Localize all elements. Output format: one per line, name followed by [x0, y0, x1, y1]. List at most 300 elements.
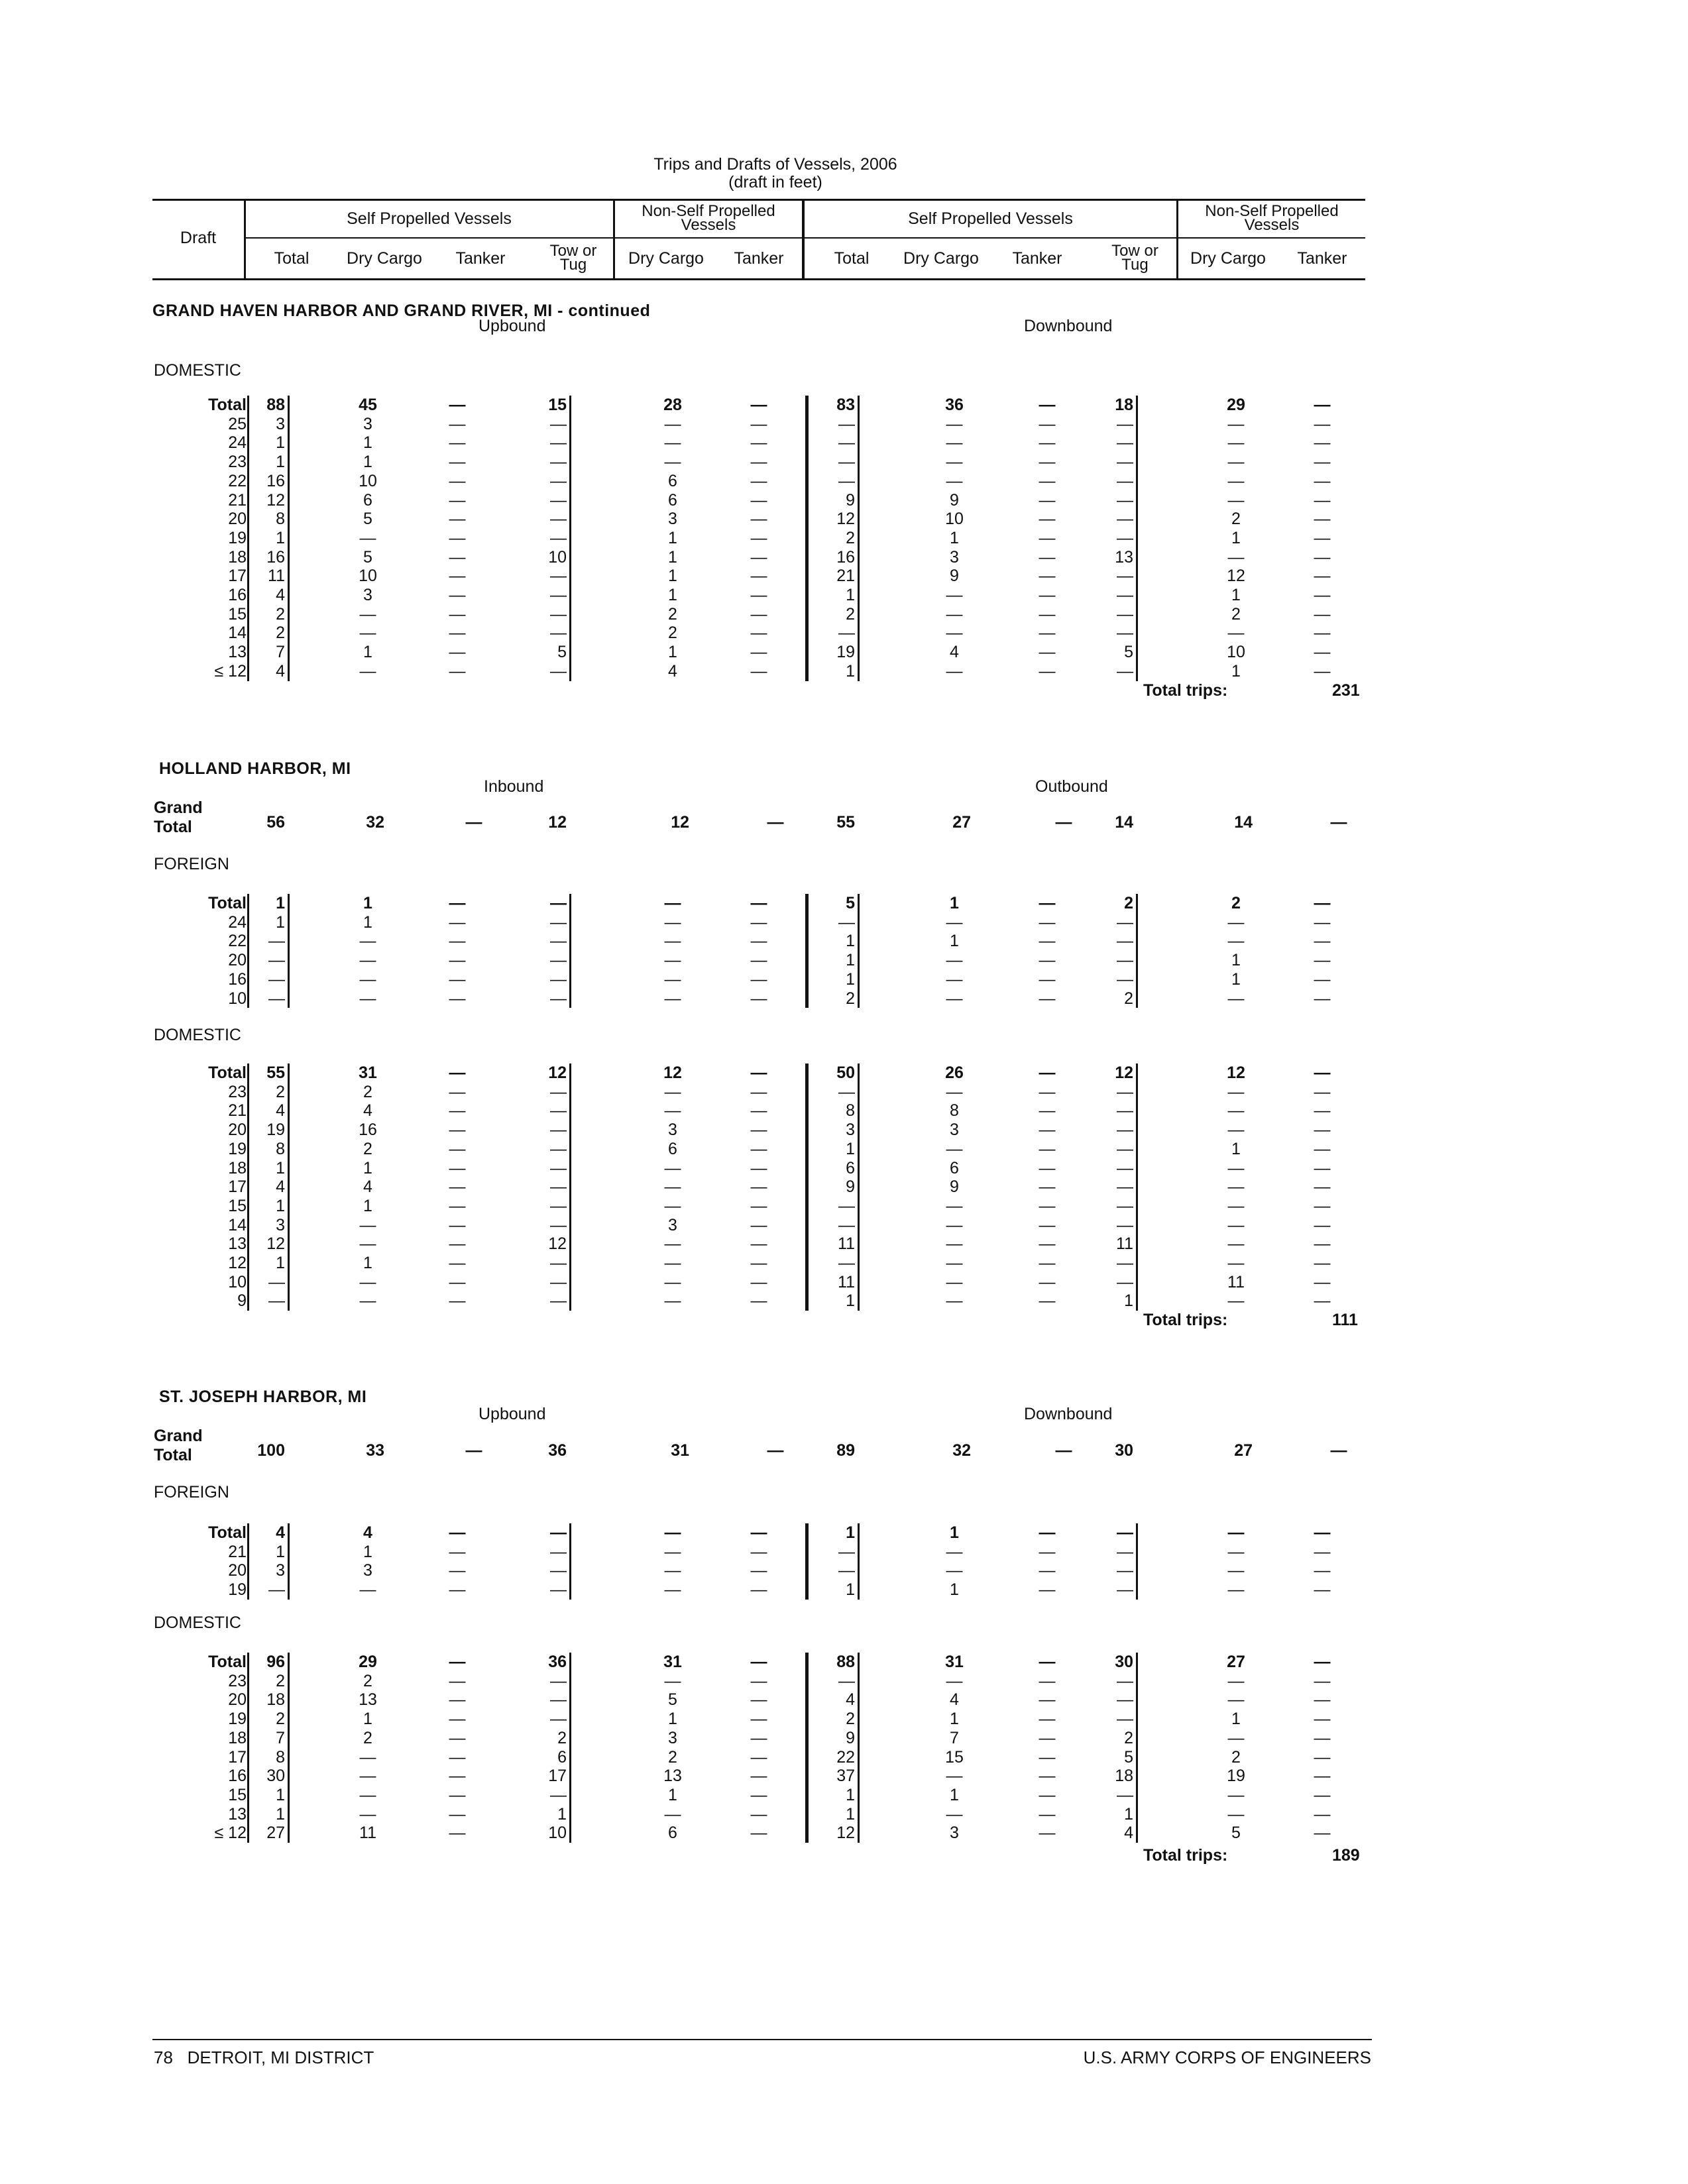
table-cell: 1 [846, 1291, 855, 1311]
table-cell: — [1039, 1824, 1056, 1843]
column-rule [569, 1653, 571, 1843]
table-cell: 1 [363, 1542, 372, 1561]
draft-label: 13 [228, 1804, 247, 1824]
table-cell: — [1117, 661, 1133, 681]
table-cell: 11 [268, 567, 285, 586]
grand-total-value: — [767, 1441, 784, 1460]
table-cell: — [449, 1710, 466, 1729]
grand-total-value: — [1055, 813, 1072, 832]
table-cell: — [449, 1671, 466, 1690]
table-cell: — [664, 414, 681, 433]
table-cell: 16 [836, 547, 855, 567]
table-cell: — [1227, 1580, 1245, 1600]
table-cell: — [1039, 1767, 1056, 1786]
table-cell: — [1314, 547, 1331, 567]
table-cell: — [1117, 1177, 1133, 1197]
table-cell: — [1227, 1234, 1245, 1254]
table-cell: — [1314, 643, 1331, 662]
table-cell: — [750, 1196, 767, 1215]
table-cell: — [946, 1196, 963, 1215]
draft-label: 9 [237, 1291, 247, 1311]
table-cell: 11 [838, 1234, 855, 1254]
table-cell: — [946, 1767, 963, 1786]
table-cell: 8 [846, 1101, 855, 1120]
direction-label-right: Downbound [1024, 317, 1113, 335]
table-cell: 13 [359, 1690, 377, 1710]
table-cell: — [1039, 1120, 1056, 1140]
footer-rule [152, 2039, 1372, 2040]
table-cell: 1 [276, 433, 285, 453]
table-cell: 4 [668, 661, 677, 681]
table-cell: — [750, 1785, 767, 1804]
table-cell: — [449, 471, 466, 490]
table-cell: — [1117, 1272, 1133, 1291]
draft-label: 13 [228, 1234, 247, 1254]
table-cell: 1 [668, 1785, 677, 1804]
table-cell: — [750, 1272, 767, 1291]
table-cell: — [1227, 1690, 1245, 1710]
table-cell: 12 [548, 1064, 567, 1082]
direction-label-left: Inbound [484, 777, 544, 796]
table-cell: — [664, 1523, 681, 1542]
total-trips-label: Total trips: [1143, 1846, 1228, 1865]
table-cell: 1 [1231, 661, 1241, 681]
table-cell: — [449, 1177, 466, 1197]
draft-label: 15 [228, 1196, 247, 1215]
table-cell: — [1314, 1234, 1331, 1254]
table-cell: — [449, 989, 466, 1008]
group-label: DOMESTIC [154, 1026, 241, 1044]
table-cell: 12 [836, 1824, 855, 1843]
table-cell: — [1039, 528, 1056, 547]
table-cell: — [1039, 1291, 1056, 1311]
table-cell: 2 [668, 604, 677, 624]
draft-label: 19 [228, 1710, 247, 1729]
draft-label: 19 [228, 1580, 247, 1600]
table-cell: 8 [276, 510, 285, 529]
table-cell: — [750, 1523, 767, 1542]
header-top-rule [152, 199, 1365, 201]
table-cell: 19 [1227, 1767, 1245, 1786]
table-cell: 1 [846, 969, 855, 989]
table-cell: 96 [266, 1653, 285, 1671]
table-cell: — [359, 1804, 376, 1824]
table-cell: 2 [1124, 894, 1133, 912]
table-cell: 1 [846, 661, 855, 681]
draft-label: Total [208, 1064, 247, 1082]
table-cell: — [750, 951, 767, 970]
table-cell: — [664, 1177, 681, 1197]
draft-label: 23 [228, 453, 247, 472]
draft-label: 17 [228, 1747, 247, 1767]
draft-label: 20 [228, 1561, 247, 1580]
draft-label: 17 [228, 567, 247, 586]
table-cell: — [750, 1177, 767, 1197]
table-cell: — [359, 1580, 376, 1600]
table-cell: 17 [548, 1767, 567, 1786]
table-cell: — [664, 951, 681, 970]
table-cell: — [750, 1804, 767, 1824]
table-cell: 13 [1115, 547, 1133, 567]
header-self-propelled-left: Self Propelled Vessels [347, 209, 512, 228]
table-cell: — [750, 433, 767, 453]
table-cell: — [1314, 414, 1331, 433]
table-cell: — [1039, 624, 1056, 643]
table-cell: 9 [950, 1177, 959, 1197]
table-cell: — [750, 1234, 767, 1254]
table-cell: 1 [950, 1580, 959, 1600]
draft-label: Total [208, 396, 247, 414]
header-tow-or-tug: Tow or Tug [1111, 242, 1158, 274]
column-rule [858, 1064, 860, 1311]
column-rule [1136, 396, 1138, 681]
table-cell: — [838, 912, 855, 932]
table-cell: 1 [846, 951, 855, 970]
table-cell: 7 [276, 643, 285, 662]
table-cell: 8 [276, 1747, 285, 1767]
table-cell: 2 [1124, 1728, 1133, 1747]
column-rule [1136, 1653, 1138, 1843]
table-cell: 1 [1124, 1291, 1133, 1311]
table-cell: — [1117, 604, 1133, 624]
table-cell: — [268, 1272, 285, 1291]
table-cell: — [1039, 1139, 1056, 1158]
table-cell: — [1314, 1785, 1331, 1804]
table-cell: 7 [276, 1728, 285, 1747]
header-total: Total [834, 249, 870, 268]
grand-total-value: 56 [266, 813, 285, 832]
table-cell: — [1227, 490, 1245, 510]
table-cell: — [1039, 510, 1056, 529]
table-cell: — [1314, 1254, 1331, 1272]
table-cell: — [1227, 1671, 1245, 1690]
table-cell: 1 [668, 1710, 677, 1729]
table-cell: — [1314, 1653, 1331, 1671]
draft-label: 20 [228, 510, 247, 529]
column-rule [288, 396, 290, 681]
column-rule [569, 1523, 571, 1600]
table-cell: — [1314, 624, 1331, 643]
table-cell: — [946, 661, 963, 681]
table-cell: — [550, 490, 567, 510]
table-cell: — [1117, 1101, 1133, 1120]
table-cell: 4 [363, 1523, 372, 1542]
table-cell: 1 [276, 1254, 285, 1272]
table-cell: 3 [950, 1120, 959, 1140]
table-cell: — [946, 414, 963, 433]
grand-total-value: 32 [366, 813, 384, 832]
table-cell: — [664, 912, 681, 932]
header-dry-cargo: Dry Cargo [1190, 249, 1266, 268]
table-cell: — [1314, 1824, 1331, 1843]
table-cell: — [449, 643, 466, 662]
table-cell: — [1227, 912, 1245, 932]
table-cell: 5 [363, 510, 372, 529]
table-cell: — [449, 547, 466, 567]
table-cell: — [1227, 1196, 1245, 1215]
table-cell: — [550, 1215, 567, 1234]
section-title: HOLLAND HARBOR, MI [159, 759, 351, 778]
table-cell: 3 [668, 1728, 677, 1747]
table-cell: 2 [1231, 510, 1241, 529]
table-cell: — [1314, 1120, 1331, 1140]
column-rule [288, 1653, 290, 1843]
table-cell: 1 [363, 1710, 372, 1729]
table-cell: — [550, 1542, 567, 1561]
table-cell: — [1117, 1120, 1133, 1140]
table-cell: 83 [836, 396, 855, 414]
grand-total-value: — [1330, 1441, 1347, 1460]
table-cell: — [1314, 490, 1331, 510]
table-cell: — [1039, 1064, 1056, 1082]
table-cell: — [1227, 1291, 1245, 1311]
table-cell: — [550, 453, 567, 472]
table-cell: 6 [668, 1824, 677, 1843]
table-cell: 15 [945, 1747, 964, 1767]
table-cell: — [1314, 1064, 1331, 1082]
table-cell: — [1039, 471, 1056, 490]
table-cell: 4 [363, 1177, 372, 1197]
draft-label: 14 [228, 624, 247, 643]
draft-label: 23 [228, 1671, 247, 1690]
table-cell: 26 [945, 1064, 964, 1082]
table-cell: — [550, 1158, 567, 1177]
table-cell: — [550, 433, 567, 453]
table-cell: — [1227, 471, 1245, 490]
draft-label: 25 [228, 414, 247, 433]
table-cell: 6 [557, 1747, 567, 1767]
table-cell: — [449, 1196, 466, 1215]
table-cell: 10 [945, 510, 964, 529]
table-cell: — [449, 586, 466, 604]
table-cell: 2 [668, 624, 677, 643]
table-cell: — [359, 661, 376, 681]
table-cell: — [750, 414, 767, 433]
grand-total-value: 32 [952, 1441, 971, 1460]
draft-label: 20 [228, 951, 247, 970]
table-cell: 12 [663, 1064, 682, 1082]
table-cell: — [550, 989, 567, 1008]
table-cell: — [1039, 1196, 1056, 1215]
table-cell: — [664, 1196, 681, 1215]
table-cell: 2 [276, 1082, 285, 1101]
table-cell: — [1117, 932, 1133, 951]
table-cell: 1 [668, 643, 677, 662]
table-cell: — [1039, 969, 1056, 989]
table-cell: — [1039, 1690, 1056, 1710]
table-cell: — [1117, 1139, 1133, 1158]
table-cell: 1 [950, 1710, 959, 1729]
table-cell: 11 [838, 1272, 855, 1291]
table-cell: — [1314, 1542, 1331, 1561]
table-cell: 7 [950, 1728, 959, 1747]
table-cell: — [946, 586, 963, 604]
table-cell: 12 [266, 490, 285, 510]
table-cell: — [750, 453, 767, 472]
table-cell: — [1314, 1804, 1331, 1824]
table-cell: — [664, 1542, 681, 1561]
table-cell: — [838, 1215, 855, 1234]
table-cell: — [1039, 1561, 1056, 1580]
table-cell: 16 [266, 547, 285, 567]
table-cell: — [550, 586, 567, 604]
draft-label: Total [208, 1653, 247, 1671]
table-cell: — [750, 1101, 767, 1120]
table-cell: 2 [846, 528, 855, 547]
table-cell: 4 [1124, 1824, 1133, 1843]
table-cell: 4 [276, 1523, 285, 1542]
table-cell: — [1227, 414, 1245, 433]
table-cell: — [750, 528, 767, 547]
table-cell: 11 [1227, 1272, 1245, 1291]
total-trips-label: Total trips: [1143, 1311, 1228, 1329]
table-cell: — [1314, 604, 1331, 624]
grand-total-value: 30 [1115, 1441, 1133, 1460]
table-cell: 31 [359, 1064, 377, 1082]
table-cell: — [1314, 1767, 1331, 1786]
table-cell: — [449, 490, 466, 510]
table-cell: — [550, 1082, 567, 1101]
draft-label: ≤ 12 [214, 661, 247, 681]
table-cell: — [750, 912, 767, 932]
table-cell: — [1314, 1177, 1331, 1197]
table-cell: — [550, 1671, 567, 1690]
table-cell: — [664, 453, 681, 472]
table-cell: — [1039, 661, 1056, 681]
table-cell: — [750, 932, 767, 951]
table-cell: 1 [950, 1523, 959, 1542]
table-cell: — [1117, 453, 1133, 472]
table-cell: 2 [846, 1710, 855, 1729]
table-cell: — [550, 1690, 567, 1710]
table-cell: — [449, 604, 466, 624]
table-cell: 88 [836, 1653, 855, 1671]
table-cell: — [1314, 1580, 1331, 1600]
table-cell: — [750, 1653, 767, 1671]
table-cell: — [550, 1139, 567, 1158]
draft-label: 19 [228, 528, 247, 547]
table-cell: 29 [359, 1653, 377, 1671]
grand-total-value: 27 [952, 813, 971, 832]
header-self-propelled-right: Self Propelled Vessels [908, 209, 1073, 228]
draft-label: 17 [228, 1177, 247, 1197]
table-cell: — [750, 1215, 767, 1234]
table-cell: — [664, 932, 681, 951]
table-cell: — [1039, 453, 1056, 472]
table-cell: — [1117, 1690, 1133, 1710]
direction-label-right: Downbound [1024, 1405, 1113, 1423]
table-cell: — [1314, 1561, 1331, 1580]
table-cell: 1 [668, 586, 677, 604]
table-cell: — [750, 1082, 767, 1101]
table-cell: — [946, 471, 963, 490]
table-cell: — [664, 1158, 681, 1177]
table-cell: 1 [363, 1254, 372, 1272]
section-title: ST. JOSEPH HARBOR, MI [159, 1388, 367, 1406]
table-cell: — [359, 989, 376, 1008]
table-cell: 1 [668, 547, 677, 567]
table-cell: — [1314, 661, 1331, 681]
table-cell: — [1039, 396, 1056, 414]
table-cell: — [1314, 1139, 1331, 1158]
table-cell: — [1117, 490, 1133, 510]
table-cell: — [1227, 433, 1245, 453]
table-cell: 2 [846, 989, 855, 1008]
table-cell: — [550, 969, 567, 989]
draft-label: 20 [228, 1690, 247, 1710]
table-cell: — [550, 414, 567, 433]
table-cell: — [449, 624, 466, 643]
table-cell: 1 [846, 586, 855, 604]
direction-label-left: Upbound [478, 317, 546, 335]
table-cell: — [449, 1747, 466, 1767]
grand-total-value: 14 [1234, 813, 1253, 832]
table-cell: — [838, 1196, 855, 1215]
table-cell: — [359, 932, 376, 951]
table-cell: — [268, 1291, 285, 1311]
table-cell: 2 [363, 1082, 372, 1101]
table-cell: 30 [1115, 1653, 1133, 1671]
table-cell: 2 [1124, 989, 1133, 1008]
table-cell: — [946, 951, 963, 970]
table-cell: — [750, 1542, 767, 1561]
table-cell: — [1314, 396, 1331, 414]
page-title [0, 156, 1551, 191]
table-cell: — [359, 528, 376, 547]
table-cell: — [1227, 1120, 1245, 1140]
table-cell: — [664, 1291, 681, 1311]
total-trips-value: 111 [1332, 1311, 1358, 1329]
table-cell: — [550, 528, 567, 547]
table-cell: 11 [359, 1824, 376, 1843]
table-cell: 9 [846, 490, 855, 510]
table-cell: 1 [668, 567, 677, 586]
table-cell: — [359, 969, 376, 989]
table-cell: 2 [1231, 894, 1241, 912]
header-dry-cargo: Dry Cargo [628, 249, 704, 268]
table-cell: 1 [950, 932, 959, 951]
table-cell: 12 [1115, 1064, 1133, 1082]
table-cell: — [1314, 528, 1331, 547]
table-cell: — [1314, 1710, 1331, 1729]
table-cell: 3 [276, 1215, 285, 1234]
table-cell: — [750, 969, 767, 989]
table-cell: — [1314, 1101, 1331, 1120]
draft-label: 16 [228, 1767, 247, 1786]
column-rule [858, 1653, 860, 1843]
table-cell: 1 [276, 912, 285, 932]
table-cell: 9 [846, 1728, 855, 1747]
table-cell: — [359, 1291, 376, 1311]
column-rule [569, 894, 571, 1008]
table-cell: — [1314, 1728, 1331, 1747]
table-cell: 8 [276, 1139, 285, 1158]
draft-label: Total [208, 1523, 247, 1542]
table-cell: 1 [846, 1523, 855, 1542]
table-cell: — [838, 471, 855, 490]
grand-total-value: 36 [548, 1441, 567, 1460]
table-cell: — [1039, 547, 1056, 567]
table-cell: 4 [276, 661, 285, 681]
table-cell: — [1227, 1728, 1245, 1747]
table-cell: — [838, 414, 855, 433]
table-cell: 3 [668, 510, 677, 529]
table-cell: — [838, 433, 855, 453]
header-tow-or-tug: Tow or Tug [549, 242, 597, 274]
draft-label: ≤ 12 [214, 1824, 247, 1843]
table-cell: — [449, 1234, 466, 1254]
table-cell: 5 [557, 643, 567, 662]
